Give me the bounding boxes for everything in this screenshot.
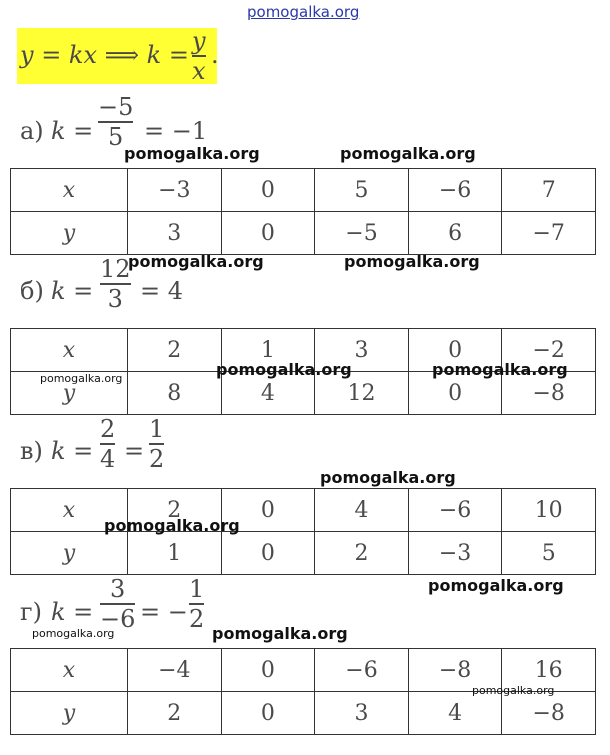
- k-numerator: −5: [98, 93, 134, 121]
- k-fraction-2: [189, 576, 204, 632]
- table-cell: −8: [408, 649, 502, 692]
- table-cell: 8: [128, 372, 222, 415]
- k-denominator-2: 2: [149, 444, 165, 473]
- table-cell: 1: [221, 329, 315, 372]
- table-cell: −6: [408, 489, 502, 532]
- values-table: [10, 168, 596, 255]
- watermark: pomogalka.org: [472, 684, 555, 697]
- table-cell: x: [11, 329, 128, 372]
- table-cell: 1: [128, 532, 222, 575]
- watermark: pomogalka.org: [40, 372, 123, 385]
- formula-fraction: [192, 28, 206, 84]
- watermark: pomogalka.org: [432, 360, 568, 379]
- table-cell: 2: [315, 532, 409, 575]
- watermark: pomogalka.org: [128, 252, 264, 271]
- table-cell: 16: [502, 649, 596, 692]
- section-label: б): [20, 277, 44, 305]
- k-numerator-2: 1: [149, 415, 165, 443]
- table-cell: x: [11, 489, 128, 532]
- formula-numerator: y: [192, 27, 206, 55]
- section-label: в): [20, 437, 43, 465]
- formula-highlight: [17, 28, 217, 84]
- k-numerator: 12: [100, 255, 131, 283]
- table-cell: 0: [408, 329, 502, 372]
- table-row-x: [11, 169, 596, 212]
- table-cell: 2: [128, 329, 222, 372]
- k-fraction-2: [149, 416, 164, 472]
- table-cell: −3: [408, 532, 502, 575]
- table-cell: y: [11, 212, 128, 255]
- table-cell: x: [11, 649, 128, 692]
- top-watermark-link[interactable]: pomogalka.org: [247, 3, 360, 21]
- table-cell: 0: [221, 169, 315, 212]
- values-table: [10, 488, 596, 575]
- table-cell: 4: [221, 372, 315, 415]
- section-label: а): [20, 117, 44, 145]
- table-cell: 2: [128, 489, 222, 532]
- table-cell: y: [11, 692, 128, 735]
- table-cell: −7: [502, 212, 596, 255]
- k-numerator: 2: [100, 415, 116, 443]
- table-cell: −8: [502, 692, 596, 735]
- k-result: = −1: [144, 117, 208, 145]
- formula-lhs: y = kx ⟹ k =: [20, 41, 189, 69]
- k-denominator-2: 2: [189, 604, 205, 633]
- k-numerator-2: 1: [189, 575, 205, 603]
- table-cell: −8: [502, 372, 596, 415]
- table-cell: 2: [128, 692, 222, 735]
- table-cell: 3: [128, 212, 222, 255]
- table-cell: 7: [502, 169, 596, 212]
- k-denominator: 3: [107, 284, 123, 313]
- table-cell: 6: [408, 212, 502, 255]
- k-fraction: [100, 256, 131, 312]
- table-cell: −6: [408, 169, 502, 212]
- table-cell: x: [11, 169, 128, 212]
- k-denominator: 4: [100, 444, 116, 473]
- table-cell: −5: [315, 212, 409, 255]
- table-cell: 12: [315, 372, 409, 415]
- table-cell: 0: [221, 489, 315, 532]
- table-cell: 0: [221, 692, 315, 735]
- k-fraction: [100, 416, 115, 472]
- table-cell: 0: [221, 532, 315, 575]
- watermark: pomogalka.org: [320, 468, 456, 487]
- table-row-y: [11, 692, 596, 735]
- k-denominator: 5: [108, 122, 124, 151]
- table-cell: 3: [315, 692, 409, 735]
- table-cell: 4: [408, 692, 502, 735]
- k-fraction: [100, 576, 135, 632]
- table-row-y: [11, 212, 596, 255]
- k-prefix: k =: [51, 598, 94, 626]
- table-cell: −4: [128, 649, 222, 692]
- k-prefix: k =: [51, 437, 94, 465]
- k-result: = 4: [140, 277, 184, 305]
- formula-denominator: x: [192, 56, 206, 85]
- watermark: pomogalka.org: [104, 516, 240, 535]
- table-cell: y: [11, 532, 128, 575]
- k-fraction: [98, 94, 133, 150]
- k-prefix: k =: [51, 277, 94, 305]
- table-row-x: [11, 489, 596, 532]
- table-cell: 5: [502, 532, 596, 575]
- watermark: pomogalka.org: [212, 624, 348, 643]
- watermark: pomogalka.org: [216, 360, 352, 379]
- table-cell: 0: [221, 212, 315, 255]
- k-prefix: k =: [51, 117, 94, 145]
- table-cell: 10: [502, 489, 596, 532]
- watermark: pomogalka.org: [32, 627, 115, 640]
- formula-dot: .: [211, 41, 219, 69]
- k-equals: = −: [140, 598, 188, 626]
- table-cell: −3: [128, 169, 222, 212]
- table-row-y: [11, 532, 596, 575]
- table-cell: 5: [315, 169, 409, 212]
- watermark: pomogalka.org: [428, 576, 564, 595]
- table-cell: 0: [221, 649, 315, 692]
- table-cell: 4: [315, 489, 409, 532]
- table-cell: −6: [315, 649, 409, 692]
- watermark: pomogalka.org: [340, 144, 476, 163]
- table-cell: −2: [502, 329, 596, 372]
- table-cell: 0: [408, 372, 502, 415]
- watermark: pomogalka.org: [124, 144, 260, 163]
- table-cell: y: [11, 372, 128, 415]
- table-cell: 3: [315, 329, 409, 372]
- section-label: г): [20, 598, 42, 626]
- k-equals: =: [124, 437, 145, 465]
- k-numerator: 3: [110, 575, 126, 603]
- k-denominator: −6: [100, 604, 136, 633]
- watermark: pomogalka.org: [344, 252, 480, 271]
